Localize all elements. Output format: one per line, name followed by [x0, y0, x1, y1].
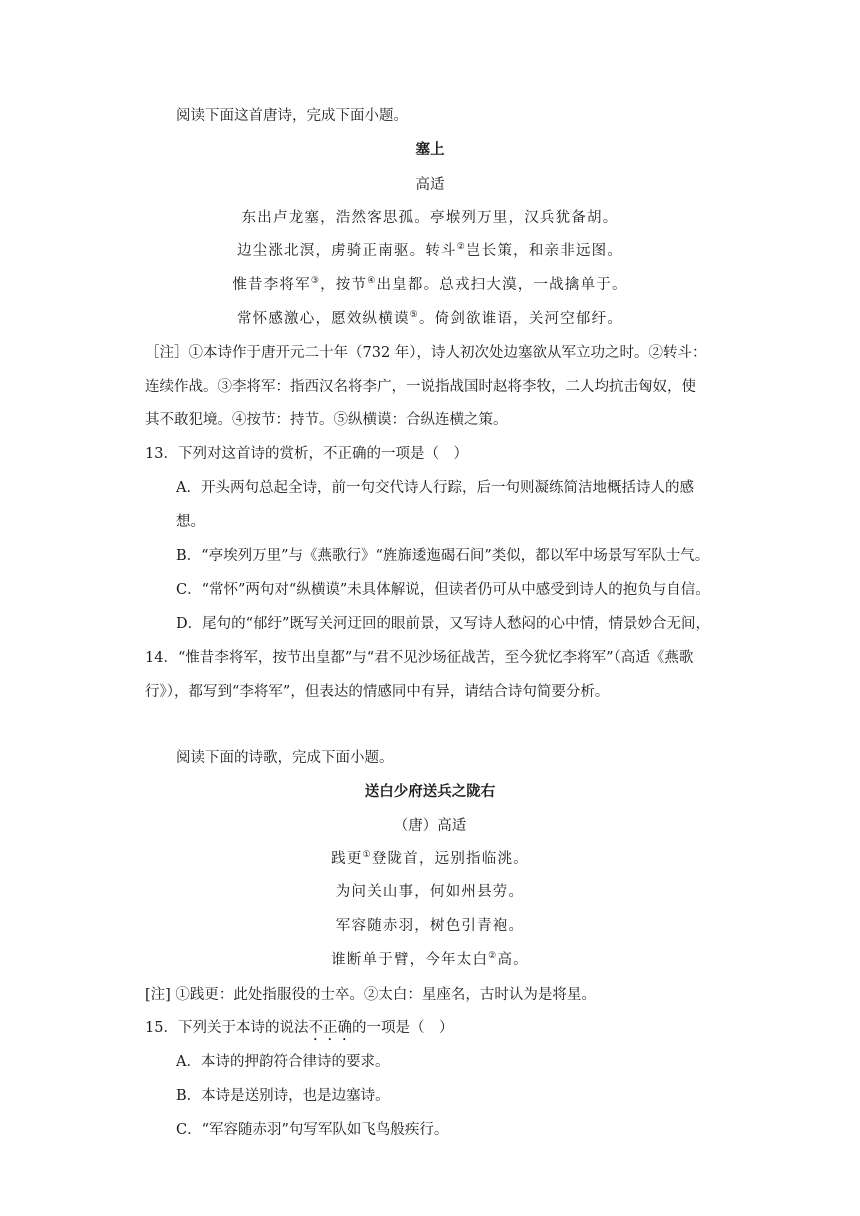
section2-intro: 阅读下面的诗歌，完成下面小题。 [176, 750, 394, 766]
poem2-line-2: 为问关山事，何如州县劳。 [335, 884, 525, 900]
poem1-author: 高适 [415, 177, 445, 193]
question-14-line-1: 14．“惟昔李将军，按节出皇都”与“君不见沙场征战苦，至今犹忆李将军”（高适《燕歌 [145, 650, 694, 666]
question-13-stem: 13．下列对这首诗的赏析，不正确的一项是（ ） [145, 446, 468, 462]
poem1-line-3: 惟昔李将军③，按节④出皇都。总戎扫大漠，一战擒单于。 [232, 276, 628, 293]
section1-intro: 阅读下面这首唐诗，完成下面小题。 [176, 108, 408, 124]
footnote-marker: ⑤ [409, 310, 419, 321]
footnote-marker: ④ [367, 276, 377, 287]
question-13-option-b: B．“亭埃列万里”与《燕歌行》“旌旆逶迤碣石间”类似，都以军中场景写军队士气。 [176, 548, 710, 564]
footnote-marker: ② [488, 951, 498, 962]
poem2-line-4: 谁断单于臂，今年太白②高。 [331, 951, 529, 968]
poem2-note: [注] ①践更：此处指服役的士卒。②太白：星座名，古时认为是将星。 [145, 987, 596, 1003]
footnote-marker: ② [456, 242, 467, 253]
poem1-line-2: 边尘涨北溟，虏骑正南驱。转斗②岂长策，和亲非远图。 [236, 242, 624, 259]
poem2-author: （唐）高适 [393, 818, 467, 834]
poem1-line-1: 东出卢龙塞，浩然客思孤。亭堠列万里，汉兵犹备胡。 [241, 210, 619, 226]
footnote-marker: ① [362, 850, 372, 861]
poem1-title: 塞上 [415, 141, 445, 158]
poem1-note-line-2: 连续作战。③李将军：指西汉名将李广，一说指战国时赵将李牧，二人均抗击匈奴，使 [145, 379, 696, 395]
poem1-note-line-1: ［注］①本诗作于唐开元二十年（732 年），诗人初次处边塞欲从军立功之时。②转斗： [145, 345, 707, 361]
question-15-stem: 15．下列关于本诗的说法不正确的一项是（ ） [145, 1020, 454, 1036]
poem1-note-line-3: 其不敢犯境。④按节：持节。⑤纵横谟：合纵连横之策。 [145, 412, 508, 428]
poem1-line-4: 常怀感激心，愿效纵横谟⑤。倚剑欲谁语，关河空郁纡。 [236, 310, 624, 327]
question-15-option-b: B．本诗是送别诗，也是边塞诗。 [176, 1088, 390, 1104]
question-13-option-a: A．开头两句总起全诗，前一句交代诗人行踪，后一句则凝练简洁地概括诗人的感 [176, 480, 694, 496]
question-15-option-c: C．“军容随赤羽”句写军队如飞鸟般疾行。 [176, 1122, 449, 1138]
emphasis-not-correct: 不正确 [308, 1020, 352, 1036]
poem2-line-1: 践更①登陇首，远别指临洮。 [331, 850, 529, 867]
poem2-line-3: 军容随赤羽，树色引青袍。 [335, 918, 525, 934]
question-14-line-2: 行》），都写到“李将军”，但表达的情感同中有异，请结合诗句简要分析。 [145, 684, 610, 700]
footnote-marker: ③ [310, 276, 321, 287]
question-13-option-a-cont: 想。 [176, 514, 205, 530]
question-13-option-c: C．“常怀”两句对“纵横谟”未具体解说，但读者仍可从中感受到诗人的抱负与自信。 [176, 582, 710, 598]
question-13-option-d: D．尾句的“郁纡”既写关河迂回的眼前景，又写诗人愁闷的心中情，情景妙合无间， [176, 616, 710, 632]
poem2-title: 送白少府送兵之陇右 [364, 783, 496, 800]
question-15-option-a: A．本诗的押韵符合律诗的要求。 [176, 1054, 390, 1070]
